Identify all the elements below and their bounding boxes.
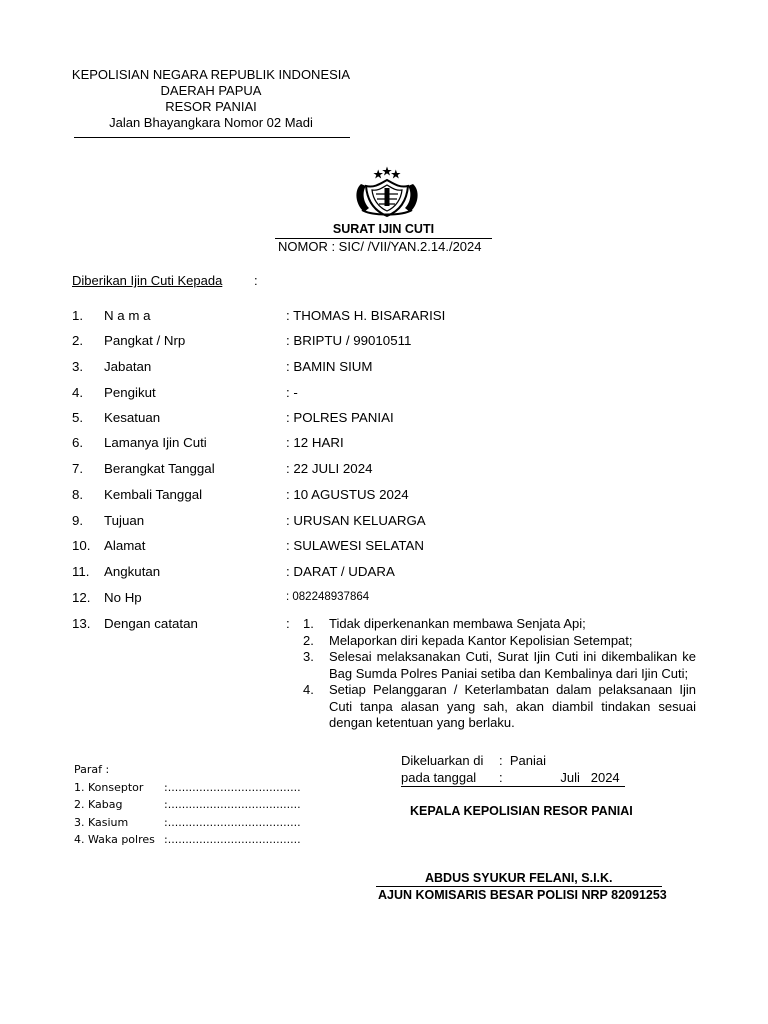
issued-place-label: Dikeluarkan di bbox=[401, 753, 484, 768]
notes-list bbox=[303, 616, 696, 732]
field-value: : SULAWESI SELATAN bbox=[286, 538, 424, 553]
intro-label: Diberikan Ijin Cuti Kepada bbox=[72, 273, 223, 288]
document-title: SURAT IJIN CUTI bbox=[332, 222, 435, 236]
field-label: Pengikut bbox=[104, 385, 156, 400]
note-item bbox=[303, 633, 696, 650]
field-label: Lamanya Ijin Cuti bbox=[104, 435, 207, 450]
field-number: 10. bbox=[72, 538, 91, 553]
note-item bbox=[303, 649, 696, 682]
field-label: Pangkat / Nrp bbox=[104, 333, 186, 348]
initials-value: :...................................... bbox=[164, 815, 301, 829]
field-value: : 12 HARI bbox=[286, 435, 344, 450]
intro-colon: : bbox=[254, 273, 258, 288]
field-value: : POLRES PANIAI bbox=[286, 410, 394, 425]
initials-row bbox=[74, 779, 301, 797]
police-emblem-icon bbox=[352, 166, 422, 218]
field-number: 12. bbox=[72, 590, 91, 605]
issued-block bbox=[401, 752, 620, 786]
signatory-name: ABDUS SYUKUR FELANI, S.I.K. bbox=[425, 871, 613, 885]
letterhead-institution: KEPOLISIAN NEGARA REPUBLIK INDONESIA bbox=[71, 67, 351, 82]
field-value: : URUSAN KELUARGA bbox=[286, 513, 426, 528]
field-number: 8. bbox=[72, 487, 84, 502]
letterhead-region: DAERAH PAPUA bbox=[160, 83, 262, 98]
field-value: : bbox=[286, 616, 290, 631]
field-number: 9. bbox=[72, 513, 84, 528]
issued-date-label: pada tanggal bbox=[401, 770, 477, 785]
field-value: : - bbox=[286, 385, 298, 400]
letterhead bbox=[70, 67, 352, 131]
signature-line bbox=[376, 886, 662, 887]
note-text: Tidak diperkenankan membawa Senjata Api; bbox=[329, 616, 586, 631]
field-label: Berangkat Tanggal bbox=[104, 461, 215, 476]
signatory-office: KEPALA KEPOLISIAN RESOR PANIAI bbox=[410, 804, 633, 818]
initials-row bbox=[74, 814, 301, 832]
field-number: 11. bbox=[72, 564, 90, 579]
note-text: Melaporkan diri kepada Kantor Kepolisian Setempat; bbox=[329, 632, 633, 648]
initials-value: :...................................... bbox=[164, 798, 301, 811]
document-number: NOMOR : SIC/ /VII/YAN.2.14./2024 bbox=[278, 239, 482, 254]
field-value: : 082248937864 bbox=[286, 591, 370, 603]
issued-date-value: : Juli 2024 bbox=[499, 770, 620, 785]
initials-label: 3. Kasium bbox=[74, 815, 129, 829]
field-label: Jabatan bbox=[104, 359, 152, 374]
initials-row bbox=[74, 796, 301, 814]
note-number: 4. bbox=[303, 682, 314, 697]
initials-row bbox=[74, 831, 301, 849]
issued-place-row bbox=[401, 752, 620, 769]
note-number: 1. bbox=[303, 616, 314, 631]
field-label: Kembali Tanggal bbox=[104, 487, 203, 502]
field-number: 6. bbox=[72, 435, 84, 450]
issued-divider bbox=[401, 786, 625, 787]
field-label: Angkutan bbox=[104, 564, 161, 579]
field-label: N a m a bbox=[104, 308, 151, 323]
field-number: 1. bbox=[72, 308, 84, 323]
signatory-rank: AJUN KOMISARIS BESAR POLISI NRP 82091253 bbox=[378, 888, 667, 902]
initials-value: :...................................... bbox=[164, 833, 301, 846]
issued-date-row bbox=[401, 769, 620, 786]
letterhead-unit: RESOR PANIAI bbox=[165, 99, 257, 114]
field-label: Dengan catatan bbox=[104, 616, 198, 631]
note-item bbox=[303, 682, 696, 732]
field-number: 2. bbox=[72, 333, 84, 348]
note-item bbox=[303, 616, 696, 633]
field-label: Tujuan bbox=[104, 513, 145, 528]
field-label: No Hp bbox=[104, 590, 142, 605]
field-value: : 10 AGUSTUS 2024 bbox=[286, 487, 409, 502]
letterhead-address: Jalan Bhayangkara Nomor 02 Madi bbox=[109, 115, 313, 130]
note-number: 3. bbox=[303, 649, 314, 664]
field-number: 5. bbox=[72, 410, 84, 425]
initials-value: :...................................... bbox=[164, 780, 301, 794]
issued-place-value: : Paniai bbox=[499, 753, 546, 768]
letterhead-divider bbox=[74, 137, 350, 138]
initials-label: 2. Kabag bbox=[74, 798, 123, 811]
field-value: : 22 JULI 2024 bbox=[286, 461, 373, 476]
note-text: Setiap Pelanggaran / Keterlambatan dalam pelaksanaan Ijin Cuti tanpa alasan yang sah, akan diambil tindakan sesuai dengan ketentuan yang berlaku. bbox=[329, 682, 696, 730]
note-text: Selesai melaksanakan Cuti, Surat Ijin Cuti ini dikembalikan ke Bag Sumda Polres Paniai setiba dan Kembalinya dari Ijin Cuti; bbox=[329, 649, 696, 681]
field-value: : DARAT / UDARA bbox=[286, 564, 395, 579]
note-number: 2. bbox=[303, 632, 314, 648]
field-number: 3. bbox=[72, 359, 84, 374]
initials-label: 4. Waka polres bbox=[74, 833, 155, 846]
field-number: 7. bbox=[72, 461, 84, 476]
field-label: Alamat bbox=[104, 538, 146, 553]
field-number: 4. bbox=[72, 385, 84, 400]
field-label: Kesatuan bbox=[104, 410, 161, 425]
initials-label: 1. Konseptor bbox=[74, 780, 144, 794]
field-value: : BAMIN SIUM bbox=[286, 359, 373, 374]
field-value: : THOMAS H. BISARARISI bbox=[286, 308, 446, 323]
intro-line bbox=[72, 273, 258, 288]
initials-block bbox=[74, 761, 301, 849]
initials-heading: Paraf : bbox=[74, 763, 110, 776]
field-number: 13. bbox=[72, 616, 91, 631]
field-value: : BRIPTU / 99010511 bbox=[286, 333, 412, 348]
